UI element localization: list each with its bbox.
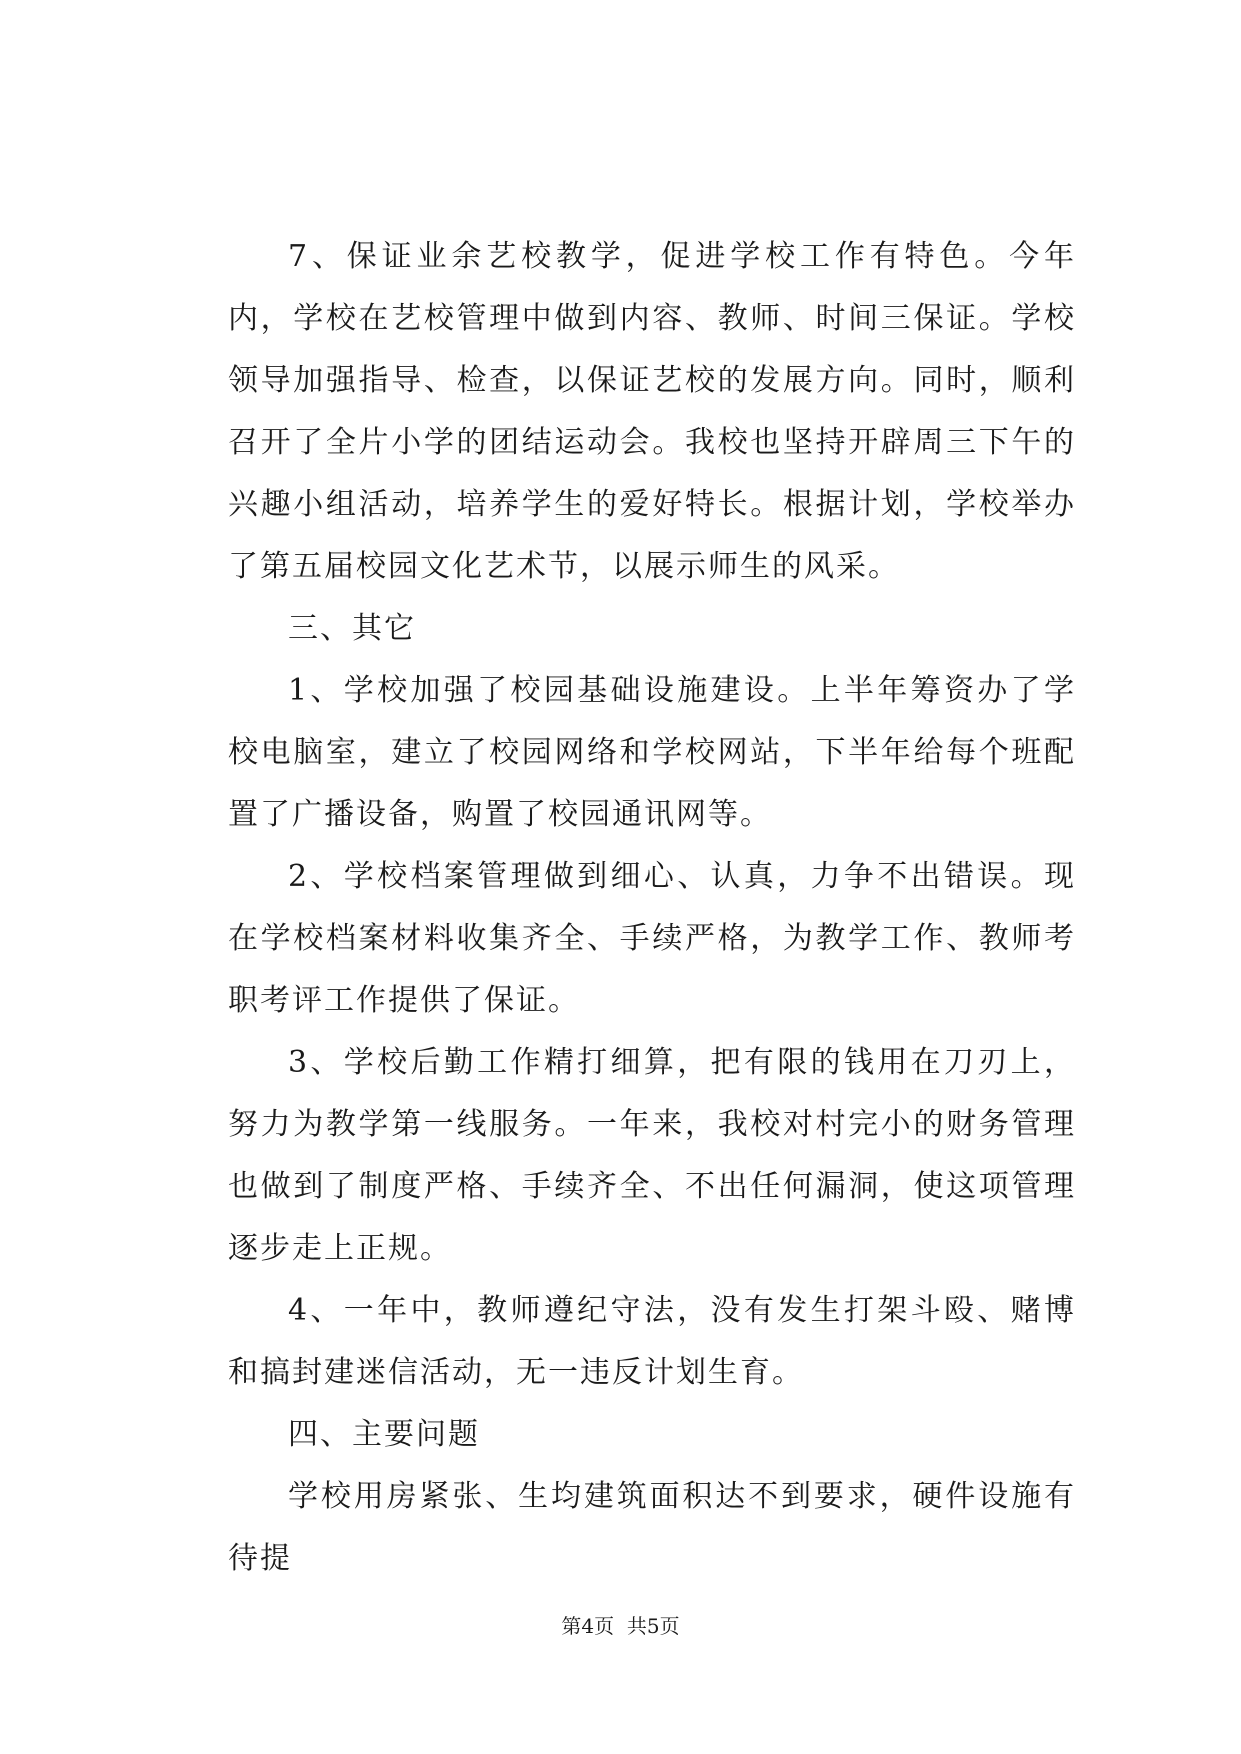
- paragraph-discipline: 4、一年中，教师遵纪守法，没有发生打架斗殴、赌博和搞封建迷信活动，无一违反计划生育。: [228, 1293, 1076, 1390]
- page-number: 第4页 共5页: [561, 1614, 680, 1638]
- paragraph-logistics: 3、学校后勤工作精打细算，把有限的钱用在刀刃上，努力为教学第一线服务。一年来，我校对村完小的财务管理也做到了制度严格、手续齐全、不出任何漏洞，使这项管理逐步走上正规。: [228, 1045, 1076, 1266]
- paragraph-art-school: 7、保证业余艺校教学，促进学校工作有特色。今年内，学校在艺校管理中做到内容、教师、时间三保证。学校领导加强指导、检查，以保证艺校的发展方向。同时，顺利召开了全片小学的团结运动会。我校也坚持开辟周三下午的兴趣小组活动，培养学生的爱好特长。根据计划，学校举办了第五届校园文化艺术节，以展示师生的风采。: [228, 239, 1076, 584]
- document-body: [228, 226, 1076, 1590]
- heading-main-problems: 四、主要问题: [288, 1417, 480, 1452]
- paragraph-archives: 2、学校档案管理做到细心、认真，力争不出错误。现在学校档案材料收集齐全、手续严格，为教学工作、教师考职考评工作提供了保证。: [228, 859, 1076, 1018]
- page-footer: [0, 1611, 1241, 1641]
- paragraph-problems: 学校用房紧张、生均建筑面积达不到要求，硬件设施有待提: [228, 1479, 1076, 1576]
- paragraph-infrastructure: 1、学校加强了校园基础设施建设。上半年筹资办了学校电脑室，建立了校园网络和学校网站，下半年给每个班配置了广播设备，购置了校园通讯网等。: [228, 673, 1076, 832]
- heading-others: 三、其它: [288, 611, 416, 646]
